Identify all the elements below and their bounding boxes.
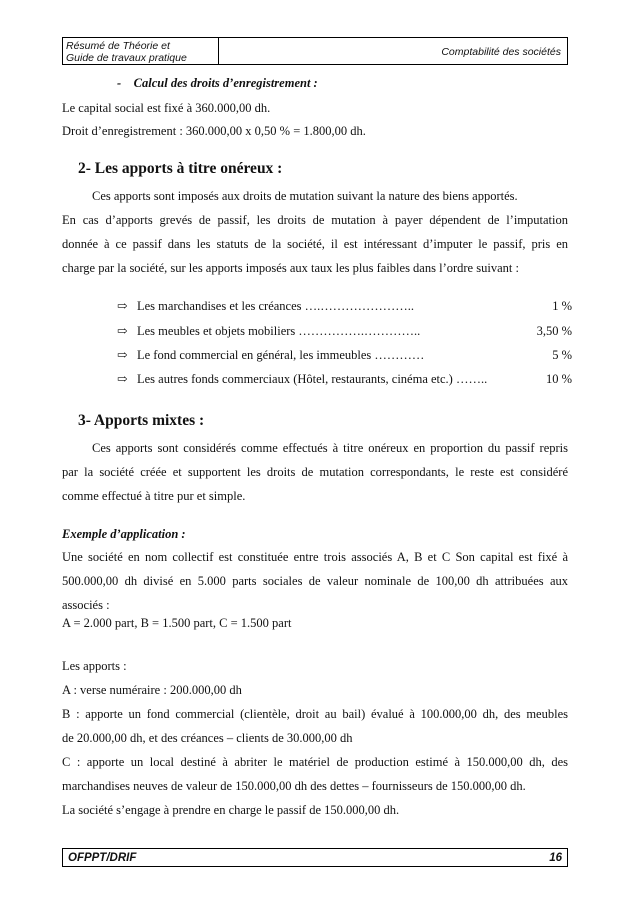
calc-dash: - (117, 76, 122, 90)
apport-a: A : verse numéraire : 200.000,00 dh (62, 683, 242, 697)
page-footer (62, 848, 568, 867)
apport-c-line1: C : apporte un local destiné à abriter le matériel de production estimé à 150.000,00 dh, des (62, 755, 568, 769)
example-heading: Exemple d’application : (62, 527, 186, 541)
example-line2: 500.000,00 dh divisé en 5.000 parts sociales de valeur nominale de 100,00 dh attribuées aux (62, 574, 568, 588)
list-item (117, 348, 572, 363)
section2-title: 2- Les apports à titre onéreux : (78, 160, 283, 177)
section2-p2-line1: En cas d’apports grevés de passif, les droits de mutation à payer dépendent de l’imputation (62, 213, 568, 227)
calc-heading-text: Calcul des droits d’enregistrement : (133, 76, 318, 90)
arrow-right-icon: ⇨ (117, 348, 128, 362)
calc-heading (117, 76, 417, 91)
footer-org: OFPPT/DRIF (68, 851, 137, 864)
section3-title: 3- Apports mixtes : (78, 412, 205, 429)
example-line4: A = 2.000 part, B = 1.500 part, C = 1.500 part (62, 616, 292, 630)
apport-b-line1: B : apporte un fond commercial (clientèle, droit au bail) évalué à 100.000,00 dh, des meubles (62, 707, 568, 721)
page-number: 16 (549, 851, 562, 864)
section3-line2: par la société créée et supportent les droits de mutation correspondants, le reste est considéré (62, 465, 568, 479)
list-item-label: Le fond commercial en général, les immeubles ………… (137, 348, 425, 362)
list-item-rate: 3,50 % (536, 324, 572, 338)
section2-p1: Ces apports sont imposés aux droits de mutation suivant la nature des biens apportés. (92, 189, 518, 203)
apport-c-line2: marchandises neuves de valeur de 150.000,00 dh des dettes – fournisseurs de 150.000,00 dh. (62, 779, 526, 793)
list-item-rate: 10 % (545, 372, 572, 386)
calc-capital: Le capital social est fixé à 360.000,00 dh. (62, 101, 271, 115)
section3-line3: comme effectué à titre pur et simple. (62, 489, 246, 503)
example-line3: associés : (62, 598, 110, 612)
list-item-rate: 1 % (552, 299, 572, 313)
header-left-line1: Résumé de Théorie et (66, 40, 170, 52)
arrow-right-icon: ⇨ (117, 372, 128, 386)
header-right: Comptabilité des sociétés (441, 46, 561, 58)
apport-b-line2: de 20.000,00 dh, et des créances – clients de 30.000,00 dh (62, 731, 353, 745)
list-item-label: Les autres fonds commerciaux (Hôtel, restaurants, cinéma etc.) …….. (137, 372, 488, 386)
list-item (117, 324, 572, 339)
arrow-right-icon: ⇨ (117, 299, 128, 313)
section2-p2-line3: charge par la société, sur les apports imposés aux taux les plus faibles dans l’ordre suivant : (62, 261, 519, 275)
arrow-right-icon: ⇨ (117, 324, 128, 338)
page-header (62, 37, 568, 65)
list-item-label: Les marchandises et les créances ….………………….. (137, 299, 415, 313)
calc-droit: Droit d’enregistrement : 360.000,00 x 0,50 % = 1.800,00 dh. (62, 124, 366, 138)
list-item-rate: 5 % (552, 348, 572, 362)
example-line1: Une société en nom collectif est constituée entre trois associés A, B et C Son capital est fixé à (62, 550, 568, 564)
example-final: La société s’engage à prendre en charge le passif de 150.000,00 dh. (62, 803, 400, 817)
header-left (63, 38, 219, 64)
section3-line1: Ces apports sont considérés comme effectués à titre onéreux en proportion du passif repris (92, 441, 568, 455)
list-item (117, 299, 572, 314)
section2-p2-line2: donnée à ce passif dans les statuts de la société, il est intéressant d’imputer le passif, pris en (62, 237, 568, 251)
header-left-line2: Guide de travaux pratique (66, 52, 187, 64)
list-item (117, 372, 572, 387)
apports-label: Les apports : (62, 659, 127, 673)
list-item-label: Les meubles et objets mobiliers …………….………….. (137, 324, 421, 338)
